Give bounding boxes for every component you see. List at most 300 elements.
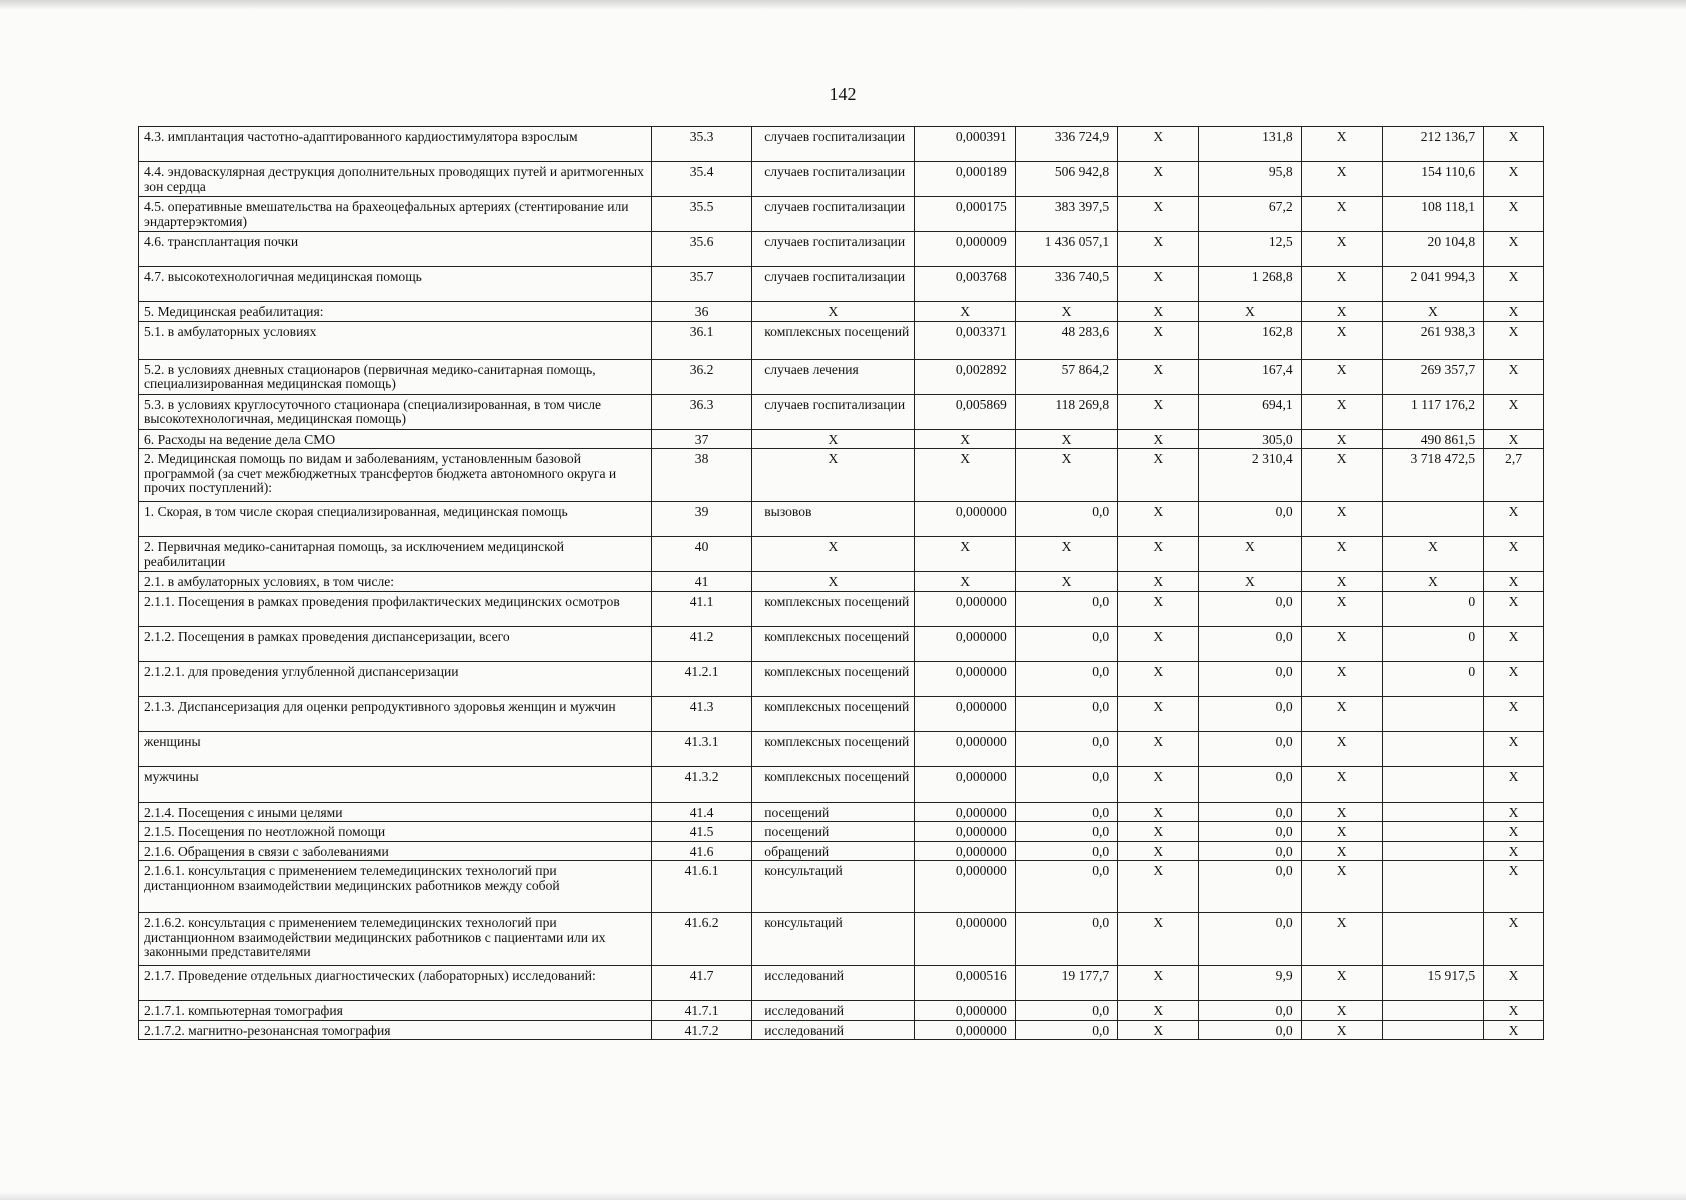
row-unit-cell: консультаций: [752, 861, 915, 913]
table-row: [139, 394, 1544, 429]
row-volume-cell: 0,000000: [915, 841, 1015, 861]
row-col6-cell: X: [1118, 502, 1199, 537]
row-total-cell: [1382, 802, 1483, 822]
row-code-cell: 41.6.1: [651, 861, 751, 913]
row-total-cell: 3 718 472,5: [1382, 449, 1483, 502]
row-name-cell: 4.5. оперативные вмешательства на брахеоцефальных артериях (стентирование или эндартерэктомия): [139, 197, 652, 232]
row-col6-cell: X: [1118, 127, 1199, 162]
row-share-cell: X: [1484, 359, 1544, 394]
row-per-capita-cell: 0,0: [1199, 502, 1301, 537]
row-code-cell: 40: [651, 537, 751, 572]
row-total-cell: 490 861,5: [1382, 429, 1483, 449]
row-col8-cell: X: [1301, 802, 1382, 822]
row-per-capita-cell: 131,8: [1199, 127, 1301, 162]
row-cost-cell: 336 740,5: [1015, 267, 1117, 302]
row-name-cell: 2.1.3. Диспансеризация для оценки репродуктивного здоровья женщин и мужчин: [139, 696, 652, 731]
row-volume-cell: 0,000175: [915, 197, 1015, 232]
row-total-cell: 0: [1382, 626, 1483, 661]
row-unit-cell: комплексных посещений: [752, 731, 915, 766]
row-cost-cell: X: [1015, 572, 1117, 592]
row-volume-cell: 0,002892: [915, 359, 1015, 394]
row-cost-cell: 19 177,7: [1015, 966, 1117, 1001]
table-row: [139, 913, 1544, 966]
row-name-cell: 6. Расходы на ведение дела СМО: [139, 429, 652, 449]
row-volume-cell: X: [915, 449, 1015, 502]
row-col8-cell: X: [1301, 572, 1382, 592]
row-volume-cell: X: [915, 537, 1015, 572]
row-share-cell: X: [1484, 537, 1544, 572]
row-volume-cell: X: [915, 572, 1015, 592]
row-share-cell: X: [1484, 913, 1544, 966]
row-name-cell: 5.1. в амбулаторных условиях: [139, 321, 652, 359]
row-code-cell: 36.1: [651, 321, 751, 359]
row-volume-cell: 0,000009: [915, 232, 1015, 267]
row-volume-cell: 0,000000: [915, 766, 1015, 802]
row-code-cell: 35.3: [651, 127, 751, 162]
table-row: [139, 626, 1544, 661]
row-col8-cell: X: [1301, 127, 1382, 162]
table-row: [139, 359, 1544, 394]
row-per-capita-cell: 0,0: [1199, 822, 1301, 842]
row-share-cell: X: [1484, 766, 1544, 802]
row-col8-cell: X: [1301, 302, 1382, 322]
table-row: [139, 321, 1544, 359]
row-col6-cell: X: [1118, 696, 1199, 731]
row-col6-cell: X: [1118, 429, 1199, 449]
row-cost-cell: 0,0: [1015, 591, 1117, 626]
row-volume-cell: 0,000000: [915, 502, 1015, 537]
row-volume-cell: 0,000000: [915, 913, 1015, 966]
row-unit-cell: комплексных посещений: [752, 696, 915, 731]
row-col6-cell: X: [1118, 302, 1199, 322]
row-share-cell: X: [1484, 572, 1544, 592]
row-share-cell: X: [1484, 591, 1544, 626]
row-share-cell: X: [1484, 197, 1544, 232]
table-row: [139, 197, 1544, 232]
row-per-capita-cell: 0,0: [1199, 766, 1301, 802]
row-total-cell: 154 110,6: [1382, 162, 1483, 197]
row-volume-cell: 0,000000: [915, 1020, 1015, 1040]
row-cost-cell: 0,0: [1015, 661, 1117, 696]
row-volume-cell: 0,000391: [915, 127, 1015, 162]
row-per-capita-cell: 9,9: [1199, 966, 1301, 1001]
row-col8-cell: X: [1301, 267, 1382, 302]
row-total-cell: 0: [1382, 591, 1483, 626]
row-col6-cell: X: [1118, 861, 1199, 913]
row-cost-cell: 0,0: [1015, 626, 1117, 661]
row-total-cell: [1382, 502, 1483, 537]
row-unit-cell: посещений: [752, 822, 915, 842]
row-col8-cell: X: [1301, 394, 1382, 429]
row-share-cell: X: [1484, 861, 1544, 913]
row-code-cell: 41.3: [651, 696, 751, 731]
table-row: [139, 302, 1544, 322]
row-name-cell: 2.1.6.1. консультация с применением телемедицинских технологий при дистанционном взаимодействии медицинских работников между собой: [139, 861, 652, 913]
row-col6-cell: X: [1118, 232, 1199, 267]
table-row: [139, 841, 1544, 861]
table-row: [139, 696, 1544, 731]
row-per-capita-cell: 0,0: [1199, 591, 1301, 626]
row-total-cell: X: [1382, 302, 1483, 322]
row-unit-cell: комплексных посещений: [752, 321, 915, 359]
row-share-cell: 2,7: [1484, 449, 1544, 502]
row-unit-cell: посещений: [752, 802, 915, 822]
row-cost-cell: X: [1015, 449, 1117, 502]
row-volume-cell: 0,000000: [915, 802, 1015, 822]
table-row: [139, 162, 1544, 197]
row-share-cell: X: [1484, 731, 1544, 766]
row-cost-cell: 0,0: [1015, 861, 1117, 913]
row-name-cell: 2.1.2. Посещения в рамках проведения диспансеризации, всего: [139, 626, 652, 661]
row-code-cell: 41.1: [651, 591, 751, 626]
row-cost-cell: 0,0: [1015, 841, 1117, 861]
row-unit-cell: X: [752, 572, 915, 592]
row-total-cell: 1 117 176,2: [1382, 394, 1483, 429]
table-row: [139, 766, 1544, 802]
row-cost-cell: 0,0: [1015, 766, 1117, 802]
row-col6-cell: X: [1118, 626, 1199, 661]
row-share-cell: X: [1484, 822, 1544, 842]
row-total-cell: 269 357,7: [1382, 359, 1483, 394]
table-row: [139, 429, 1544, 449]
row-col8-cell: X: [1301, 861, 1382, 913]
row-code-cell: 37: [651, 429, 751, 449]
table-row: [139, 267, 1544, 302]
scan-edge-top: [0, 0, 1686, 10]
row-per-capita-cell: 0,0: [1199, 861, 1301, 913]
row-total-cell: 2 041 994,3: [1382, 267, 1483, 302]
row-col8-cell: X: [1301, 162, 1382, 197]
row-unit-cell: комплексных посещений: [752, 766, 915, 802]
row-unit-cell: случаев госпитализации: [752, 232, 915, 267]
row-total-cell: [1382, 1001, 1483, 1021]
row-col8-cell: X: [1301, 822, 1382, 842]
row-total-cell: [1382, 766, 1483, 802]
row-total-cell: X: [1382, 537, 1483, 572]
table-row: [139, 822, 1544, 842]
row-name-cell: 2.1. в амбулаторных условиях, в том числе:: [139, 572, 652, 592]
table-row: [139, 591, 1544, 626]
row-cost-cell: 0,0: [1015, 913, 1117, 966]
row-volume-cell: 0,000000: [915, 661, 1015, 696]
row-volume-cell: 0,000000: [915, 1001, 1015, 1021]
row-name-cell: 4.4. эндоваскулярная деструкция дополнительных проводящих путей и аритмогенных зон сердца: [139, 162, 652, 197]
row-unit-cell: X: [752, 302, 915, 322]
row-cost-cell: 0,0: [1015, 822, 1117, 842]
row-code-cell: 41.2.1: [651, 661, 751, 696]
row-code-cell: 41.6.2: [651, 913, 751, 966]
row-code-cell: 41.3.1: [651, 731, 751, 766]
table-row: [139, 661, 1544, 696]
row-unit-cell: случаев лечения: [752, 359, 915, 394]
row-name-cell: 2.1.6. Обращения в связи с заболеваниями: [139, 841, 652, 861]
row-share-cell: X: [1484, 502, 1544, 537]
row-code-cell: 41: [651, 572, 751, 592]
row-share-cell: X: [1484, 162, 1544, 197]
row-code-cell: 38: [651, 449, 751, 502]
row-per-capita-cell: 167,4: [1199, 359, 1301, 394]
row-code-cell: 39: [651, 502, 751, 537]
row-col8-cell: X: [1301, 232, 1382, 267]
row-code-cell: 41.7: [651, 966, 751, 1001]
row-col8-cell: X: [1301, 841, 1382, 861]
row-col6-cell: X: [1118, 822, 1199, 842]
row-cost-cell: 0,0: [1015, 731, 1117, 766]
row-col6-cell: X: [1118, 197, 1199, 232]
table-row: [139, 1020, 1544, 1040]
row-share-cell: X: [1484, 1020, 1544, 1040]
row-unit-cell: X: [752, 537, 915, 572]
scan-edge-bottom: [0, 1192, 1686, 1200]
row-col8-cell: X: [1301, 197, 1382, 232]
row-col6-cell: X: [1118, 394, 1199, 429]
row-name-cell: женщины: [139, 731, 652, 766]
row-col6-cell: X: [1118, 1020, 1199, 1040]
row-col6-cell: X: [1118, 731, 1199, 766]
row-code-cell: 41.7.1: [651, 1001, 751, 1021]
row-volume-cell: 0,005869: [915, 394, 1015, 429]
row-unit-cell: исследований: [752, 966, 915, 1001]
row-share-cell: X: [1484, 626, 1544, 661]
row-code-cell: 35.7: [651, 267, 751, 302]
table-row: [139, 537, 1544, 572]
row-total-cell: [1382, 822, 1483, 842]
row-total-cell: 212 136,7: [1382, 127, 1483, 162]
row-per-capita-cell: 0,0: [1199, 913, 1301, 966]
page-number: 142: [829, 84, 857, 104]
row-unit-cell: случаев госпитализации: [752, 267, 915, 302]
row-total-cell: 261 938,3: [1382, 321, 1483, 359]
row-name-cell: 2.1.4. Посещения с иными целями: [139, 802, 652, 822]
row-unit-cell: случаев госпитализации: [752, 162, 915, 197]
row-per-capita-cell: 95,8: [1199, 162, 1301, 197]
row-volume-cell: X: [915, 302, 1015, 322]
row-share-cell: X: [1484, 127, 1544, 162]
row-total-cell: 15 917,5: [1382, 966, 1483, 1001]
row-unit-cell: вызовов: [752, 502, 915, 537]
row-per-capita-cell: 12,5: [1199, 232, 1301, 267]
row-share-cell: X: [1484, 802, 1544, 822]
row-code-cell: 36.2: [651, 359, 751, 394]
row-col8-cell: X: [1301, 359, 1382, 394]
row-name-cell: 5. Медицинская реабилитация:: [139, 302, 652, 322]
row-cost-cell: 0,0: [1015, 802, 1117, 822]
row-volume-cell: 0,000189: [915, 162, 1015, 197]
row-per-capita-cell: 0,0: [1199, 841, 1301, 861]
row-col6-cell: X: [1118, 359, 1199, 394]
row-name-cell: мужчины: [139, 766, 652, 802]
table-row: [139, 449, 1544, 502]
row-col8-cell: X: [1301, 449, 1382, 502]
table-row: [139, 502, 1544, 537]
row-code-cell: 41.3.2: [651, 766, 751, 802]
row-col8-cell: X: [1301, 1001, 1382, 1021]
row-name-cell: 1. Скорая, в том числе скорая специализированная, медицинская помощь: [139, 502, 652, 537]
table-body: [139, 127, 1544, 1040]
row-name-cell: 4.3. имплантация частотно-адаптированного кардиостимулятора взрослым: [139, 127, 652, 162]
row-per-capita-cell: X: [1199, 572, 1301, 592]
row-name-cell: 2.1.1. Посещения в рамках проведения профилактических медицинских осмотров: [139, 591, 652, 626]
row-total-cell: 0: [1382, 661, 1483, 696]
table-row: [139, 127, 1544, 162]
row-share-cell: X: [1484, 696, 1544, 731]
row-col8-cell: X: [1301, 661, 1382, 696]
row-volume-cell: 0,000000: [915, 696, 1015, 731]
row-cost-cell: 118 269,8: [1015, 394, 1117, 429]
row-name-cell: 2.1.7. Проведение отдельных диагностических (лабораторных) исследований:: [139, 966, 652, 1001]
row-unit-cell: случаев госпитализации: [752, 197, 915, 232]
table-row: [139, 572, 1544, 592]
row-col8-cell: X: [1301, 731, 1382, 766]
row-total-cell: [1382, 841, 1483, 861]
row-name-cell: 5.3. в условиях круглосуточного стационара (специализированная, в том числе высокотехнологичная, медицинская помощь): [139, 394, 652, 429]
row-unit-cell: комплексных посещений: [752, 661, 915, 696]
row-col6-cell: X: [1118, 966, 1199, 1001]
table-row: [139, 232, 1544, 267]
row-cost-cell: 383 397,5: [1015, 197, 1117, 232]
row-col6-cell: X: [1118, 766, 1199, 802]
row-share-cell: X: [1484, 1001, 1544, 1021]
row-name-cell: 2.1.5. Посещения по неотложной помощи: [139, 822, 652, 842]
row-name-cell: 2.1.6.2. консультация с применением телемедицинских технологий при дистанционном взаимодействии медицинских работников с пациентами или их законными представителями: [139, 913, 652, 966]
row-per-capita-cell: 0,0: [1199, 1020, 1301, 1040]
row-name-cell: 2.1.7.1. компьютерная томография: [139, 1001, 652, 1021]
row-cost-cell: X: [1015, 302, 1117, 322]
row-col6-cell: X: [1118, 913, 1199, 966]
row-total-cell: 20 104,8: [1382, 232, 1483, 267]
row-volume-cell: 0,003768: [915, 267, 1015, 302]
row-total-cell: [1382, 1020, 1483, 1040]
row-name-cell: 5.2. в условиях дневных стационаров (первичная медико-санитарная помощь, специализированная медицинская помощь): [139, 359, 652, 394]
row-per-capita-cell: 0,0: [1199, 1001, 1301, 1021]
row-total-cell: X: [1382, 572, 1483, 592]
row-col6-cell: X: [1118, 1001, 1199, 1021]
row-col6-cell: X: [1118, 661, 1199, 696]
row-col8-cell: X: [1301, 321, 1382, 359]
row-col6-cell: X: [1118, 267, 1199, 302]
row-share-cell: X: [1484, 321, 1544, 359]
row-volume-cell: X: [915, 429, 1015, 449]
row-col8-cell: X: [1301, 696, 1382, 731]
table-row: [139, 731, 1544, 766]
row-per-capita-cell: 67,2: [1199, 197, 1301, 232]
row-share-cell: X: [1484, 661, 1544, 696]
row-cost-cell: 0,0: [1015, 502, 1117, 537]
row-col6-cell: X: [1118, 449, 1199, 502]
row-per-capita-cell: 0,0: [1199, 802, 1301, 822]
row-share-cell: X: [1484, 966, 1544, 1001]
row-per-capita-cell: 1 268,8: [1199, 267, 1301, 302]
row-per-capita-cell: 694,1: [1199, 394, 1301, 429]
row-name-cell: 2. Медицинская помощь по видам и заболеваниям, установленным базовой программой (за счет межбюджетных трансфертов бюджета автономного округа и прочих поступлений):: [139, 449, 652, 502]
row-total-cell: [1382, 861, 1483, 913]
row-col6-cell: X: [1118, 321, 1199, 359]
row-cost-cell: 57 864,2: [1015, 359, 1117, 394]
row-per-capita-cell: 0,0: [1199, 696, 1301, 731]
row-cost-cell: 48 283,6: [1015, 321, 1117, 359]
table-row: [139, 966, 1544, 1001]
row-cost-cell: X: [1015, 429, 1117, 449]
row-name-cell: 4.7. высокотехнологичная медицинская помощь: [139, 267, 652, 302]
row-col8-cell: X: [1301, 766, 1382, 802]
row-col6-cell: X: [1118, 572, 1199, 592]
row-name-cell: 2.1.2.1. для проведения углубленной диспансеризации: [139, 661, 652, 696]
row-share-cell: X: [1484, 841, 1544, 861]
row-unit-cell: обращений: [752, 841, 915, 861]
row-per-capita-cell: 305,0: [1199, 429, 1301, 449]
row-total-cell: 108 118,1: [1382, 197, 1483, 232]
row-unit-cell: комплексных посещений: [752, 591, 915, 626]
row-unit-cell: исследований: [752, 1001, 915, 1021]
row-per-capita-cell: 0,0: [1199, 731, 1301, 766]
row-unit-cell: X: [752, 429, 915, 449]
row-per-capita-cell: 0,0: [1199, 626, 1301, 661]
row-code-cell: 41.4: [651, 802, 751, 822]
row-col8-cell: X: [1301, 913, 1382, 966]
row-volume-cell: 0,000000: [915, 731, 1015, 766]
row-unit-cell: консультаций: [752, 913, 915, 966]
row-total-cell: [1382, 696, 1483, 731]
row-code-cell: 36.3: [651, 394, 751, 429]
row-col8-cell: X: [1301, 966, 1382, 1001]
row-col6-cell: X: [1118, 537, 1199, 572]
row-per-capita-cell: 0,0: [1199, 661, 1301, 696]
row-unit-cell: случаев госпитализации: [752, 394, 915, 429]
row-volume-cell: 0,003371: [915, 321, 1015, 359]
row-code-cell: 36: [651, 302, 751, 322]
row-share-cell: X: [1484, 232, 1544, 267]
row-share-cell: X: [1484, 394, 1544, 429]
row-volume-cell: 0,000516: [915, 966, 1015, 1001]
row-unit-cell: исследований: [752, 1020, 915, 1040]
row-cost-cell: 0,0: [1015, 1001, 1117, 1021]
row-unit-cell: комплексных посещений: [752, 626, 915, 661]
row-name-cell: 4.6. трансплантация почки: [139, 232, 652, 267]
row-col6-cell: X: [1118, 591, 1199, 626]
row-cost-cell: 1 436 057,1: [1015, 232, 1117, 267]
row-volume-cell: 0,000000: [915, 861, 1015, 913]
table-row: [139, 802, 1544, 822]
row-cost-cell: X: [1015, 537, 1117, 572]
table-row: [139, 861, 1544, 913]
row-volume-cell: 0,000000: [915, 591, 1015, 626]
row-code-cell: 41.7.2: [651, 1020, 751, 1040]
row-volume-cell: 0,000000: [915, 822, 1015, 842]
row-per-capita-cell: 2 310,4: [1199, 449, 1301, 502]
row-name-cell: 2. Первичная медико-санитарная помощь, за исключением медицинской реабилитации: [139, 537, 652, 572]
row-unit-cell: случаев госпитализации: [752, 127, 915, 162]
row-col8-cell: X: [1301, 626, 1382, 661]
row-total-cell: [1382, 731, 1483, 766]
row-col8-cell: X: [1301, 502, 1382, 537]
row-share-cell: X: [1484, 267, 1544, 302]
row-cost-cell: 0,0: [1015, 696, 1117, 731]
table-row: [139, 1001, 1544, 1021]
row-code-cell: 41.5: [651, 822, 751, 842]
row-cost-cell: 0,0: [1015, 1020, 1117, 1040]
row-name-cell: 2.1.7.2. магнитно-резонансная томография: [139, 1020, 652, 1040]
row-share-cell: X: [1484, 429, 1544, 449]
row-col6-cell: X: [1118, 841, 1199, 861]
row-unit-cell: X: [752, 449, 915, 502]
row-per-capita-cell: X: [1199, 537, 1301, 572]
row-total-cell: [1382, 913, 1483, 966]
row-share-cell: X: [1484, 302, 1544, 322]
data-table: [138, 126, 1544, 1040]
row-col6-cell: X: [1118, 162, 1199, 197]
row-code-cell: 41.6: [651, 841, 751, 861]
row-per-capita-cell: 162,8: [1199, 321, 1301, 359]
